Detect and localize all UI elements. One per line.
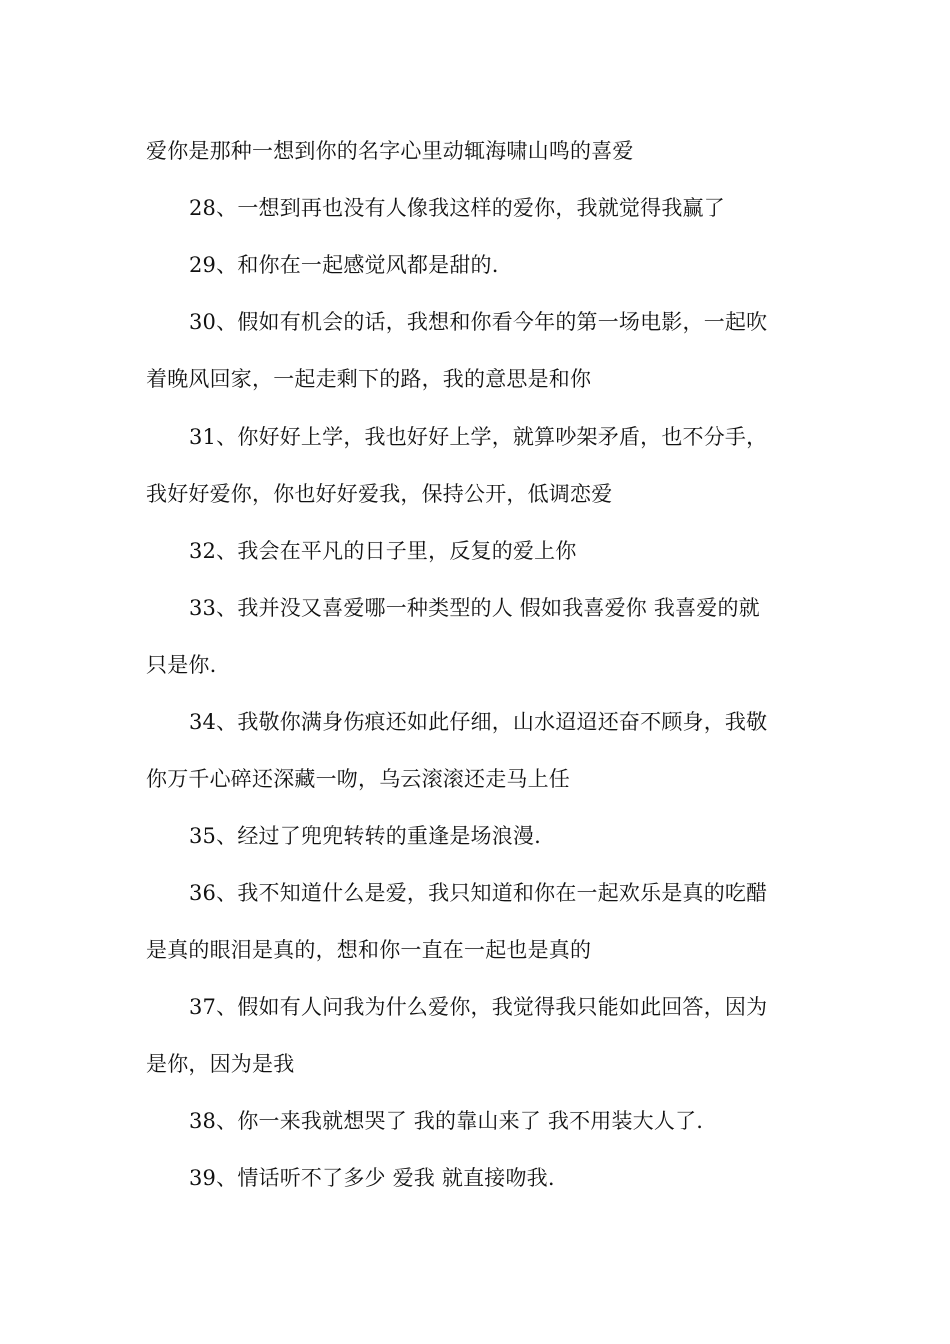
text-line: 33、我并没又喜爱哪一种类型的人 假如我喜爱你 我喜爱的就 — [189, 596, 760, 620]
text-line: 你万千心碎还深藏一吻，乌云滚滚还走马上任 — [146, 767, 570, 791]
text-line: 爱你是那种一想到你的名字心里动辄海啸山鸣的喜爱 — [146, 139, 634, 163]
text-line: 30、假如有机会的话，我想和你看今年的第一场电影，一起吹 — [189, 310, 768, 334]
text-line: 31、你好好上学，我也好好上学，就算吵架矛盾，也不分手， — [189, 425, 768, 449]
text-line: 37、假如有人问我为什么爱你，我觉得我只能如此回答，因为 — [189, 995, 768, 1019]
text-line: 我好好爱你，你也好好爱我，保持公开，低调恋爱 — [146, 482, 613, 506]
text-line: 是你，因为是我 — [146, 1052, 295, 1076]
text-line: 只是你. — [146, 653, 217, 677]
text-line: 39、情话听不了多少 爱我 就直接吻我. — [189, 1166, 555, 1190]
text-line: 28、一想到再也没有人像我这样的爱你，我就觉得我赢了 — [189, 196, 725, 220]
text-line: 是真的眼泪是真的，想和你一直在一起也是真的 — [146, 938, 592, 962]
text-line: 34、我敬你满身伤痕还如此仔细，山水迢迢还奋不顾身，我敬 — [189, 710, 768, 734]
text-line: 着晚风回家，一起走剩下的路，我的意思是和你 — [146, 367, 592, 391]
text-line: 38、你一来我就想哭了 我的靠山来了 我不用装大人了. — [189, 1109, 704, 1133]
text-line: 29、和你在一起感觉风都是甜的. — [189, 253, 499, 277]
text-line: 35、经过了兜兜转转的重逢是场浪漫. — [189, 824, 541, 848]
text-line: 36、我不知道什么是爱，我只知道和你在一起欢乐是真的吃醋 — [189, 881, 768, 905]
text-line: 32、我会在平凡的日子里，反复的爱上你 — [189, 539, 577, 563]
